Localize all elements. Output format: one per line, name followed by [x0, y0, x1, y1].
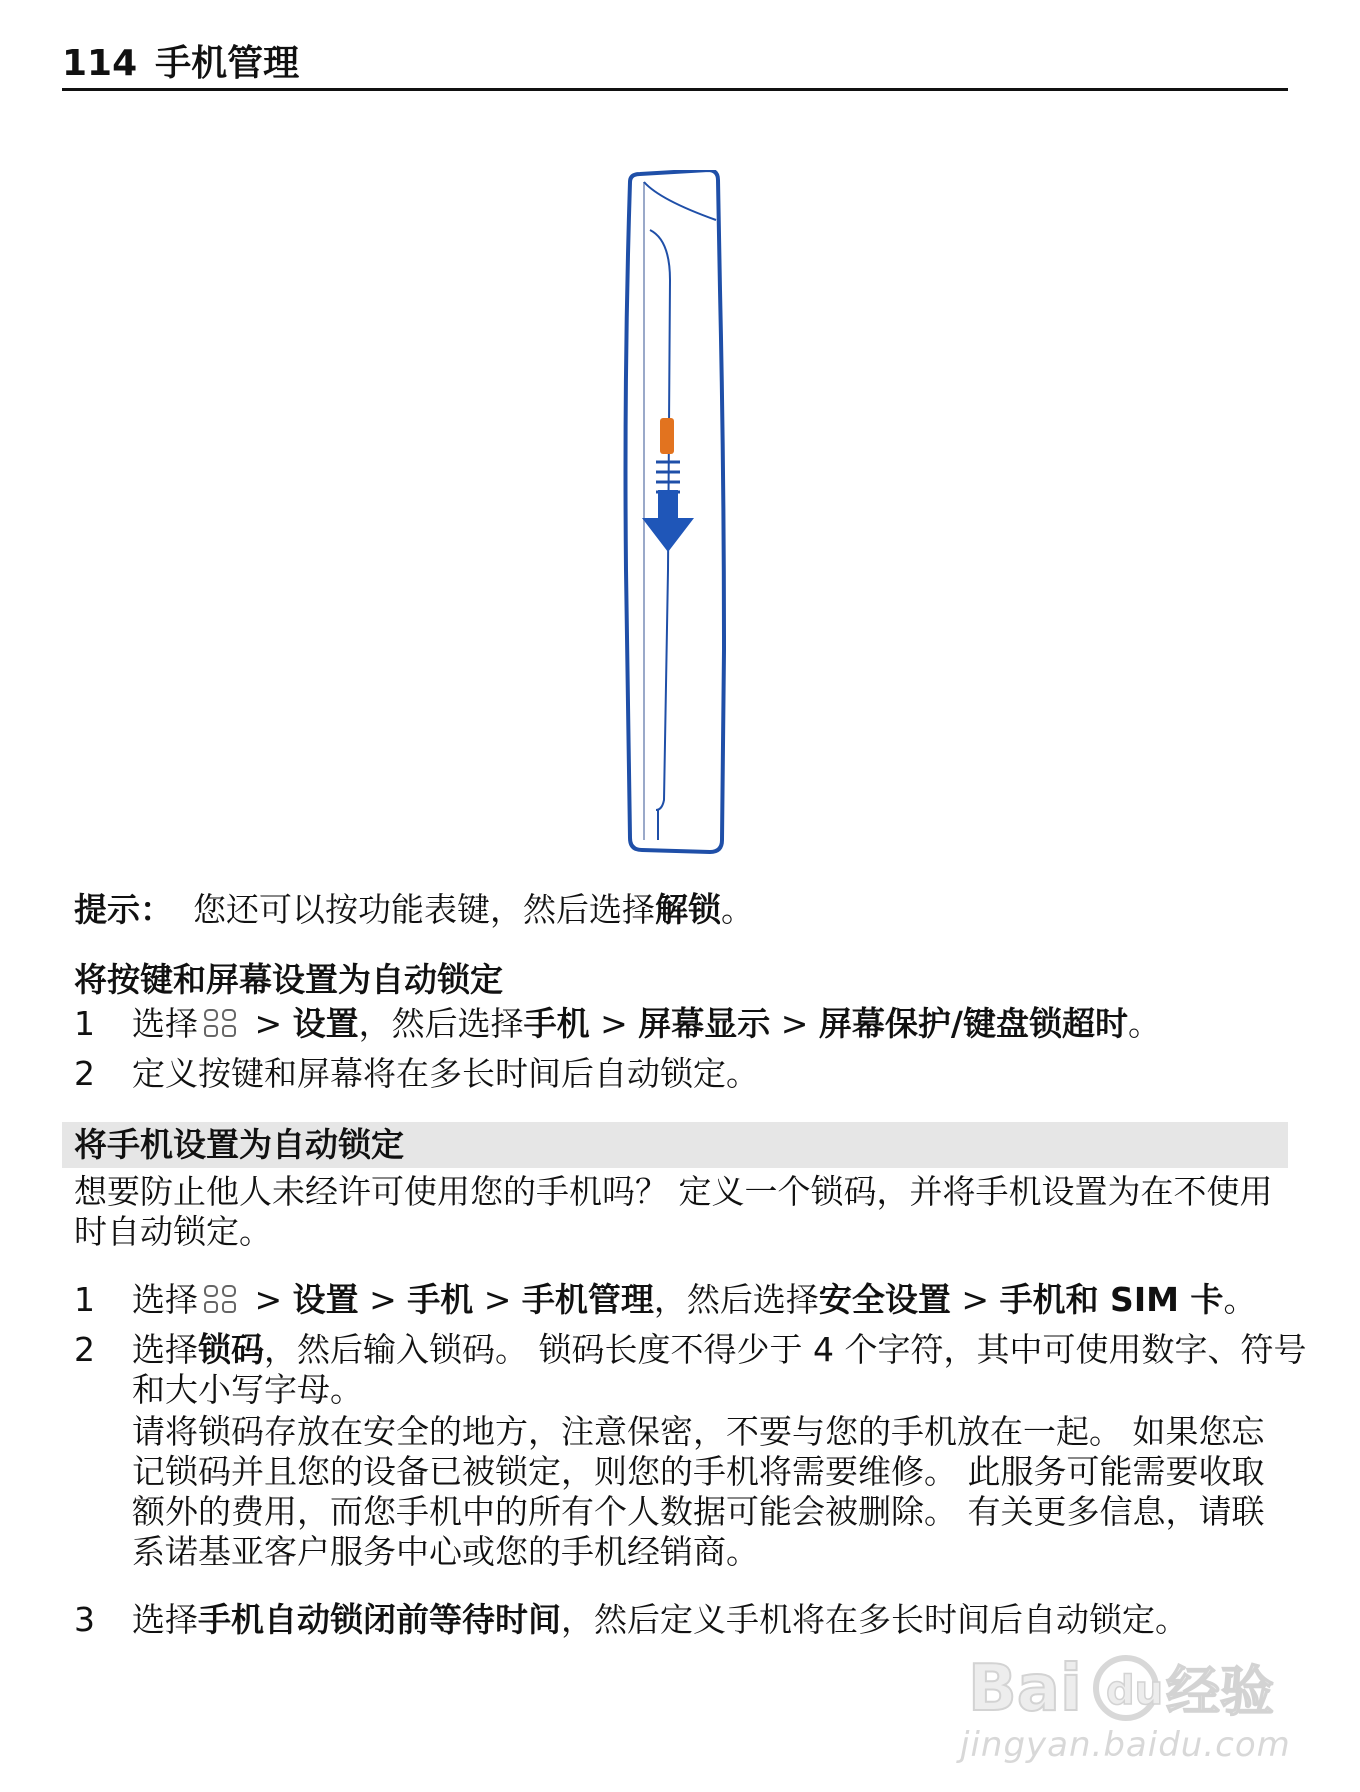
step-word: 选择	[132, 1600, 198, 1639]
step-end: 。	[1127, 1004, 1161, 1043]
menu-phone-sim: 手机和 SIM 卡	[999, 1280, 1224, 1319]
menu-display: 屏幕显示	[638, 1004, 771, 1043]
step-number: 3	[74, 1600, 95, 1639]
sep: >	[244, 1280, 293, 1319]
lock-code-note: 请将锁码存放在安全的地方，注意保密，不要与您的手机放在一起。 如果您忘记锁码并且您的设备已被锁定，则您的手机将需要维修。 此服务可能需要收取额外的费用，而您手机中的所有个人数据可能会被删除。 有关更多信息，请联系诺基亚客户服务中心或您的手机经销商。	[132, 1412, 1265, 1571]
step-text	[132, 1280, 1352, 1320]
step-rest: ，然后定义手机将在多长时间后自动锁定。	[561, 1600, 1188, 1639]
menu-security: 安全设置	[818, 1280, 951, 1319]
watermark-url: jingyan.baidu.com	[960, 1725, 1291, 1765]
chapter-title: 手机管理	[155, 43, 300, 84]
sep: >	[473, 1280, 522, 1319]
menu-phone: 手机	[523, 1004, 590, 1043]
phone-side-illustration	[620, 170, 730, 860]
baidu-watermark-logo	[958, 1630, 1291, 1790]
step-text	[132, 1330, 1332, 1410]
step-number: 2	[74, 1330, 95, 1369]
step-text: 定义按键和屏幕将在多长时间后自动锁定。	[132, 1054, 759, 1093]
menu-grid-icon	[202, 1005, 240, 1043]
step-number: 1	[74, 1280, 95, 1319]
menu-settings: 设置	[292, 1280, 359, 1319]
menu-lock-code: 锁码	[198, 1330, 264, 1369]
page-header	[62, 42, 1288, 91]
lock-switch	[660, 418, 674, 454]
menu-settings: 设置	[292, 1004, 359, 1043]
step-word: ，然后选择	[653, 1280, 819, 1319]
sep: >	[589, 1004, 639, 1043]
step-word: 选择	[132, 1004, 198, 1043]
menu-phone: 手机	[407, 1280, 474, 1319]
step-word: ，然后选择	[358, 1004, 524, 1043]
step-number: 1	[74, 1004, 95, 1043]
step-word: 选择	[132, 1280, 198, 1319]
tip-unlock: 解锁	[655, 890, 721, 929]
svg-text:Bai: Bai	[968, 1652, 1082, 1726]
svg-text:经验: 经验	[1166, 1660, 1274, 1723]
page-number: 114	[62, 43, 138, 84]
step-number: 2	[74, 1054, 95, 1093]
svg-text:du: du	[1106, 1668, 1164, 1714]
menu-grid-icon	[202, 1281, 240, 1319]
sep: >	[770, 1004, 819, 1043]
tip-label: 提示：	[74, 890, 173, 929]
step-end: 。	[1223, 1280, 1257, 1319]
tip-text: 您还可以按功能表键，然后选择	[193, 890, 655, 929]
tip-end: 。	[721, 890, 754, 929]
sep: >	[244, 1004, 293, 1043]
menu-screensaver-timeout: 屏幕保护/键盘锁超时	[818, 1004, 1128, 1043]
step-word: 选择	[132, 1330, 198, 1369]
section2-heading: 将手机设置为自动锁定	[62, 1122, 1288, 1168]
step-rest: ，然后输入锁码。 锁码长度不得少于 4 个字符，其中可使用数字、符号和大小写字母。	[132, 1330, 1307, 1409]
menu-phone-management: 手机管理	[521, 1280, 654, 1319]
tip-line	[74, 890, 754, 930]
sep: >	[358, 1280, 408, 1319]
menu-autolock-period: 手机自动锁闭前等待时间	[198, 1600, 561, 1639]
section2-intro: 想要防止他人未经许可使用您的手机吗？ 定义一个锁码，并将手机设置为在不使用时自动锁定。	[74, 1172, 1273, 1251]
sep: >	[950, 1280, 1000, 1319]
step-text	[132, 1004, 1352, 1044]
section1-heading: 将按键和屏幕设置为自动锁定	[74, 960, 503, 999]
